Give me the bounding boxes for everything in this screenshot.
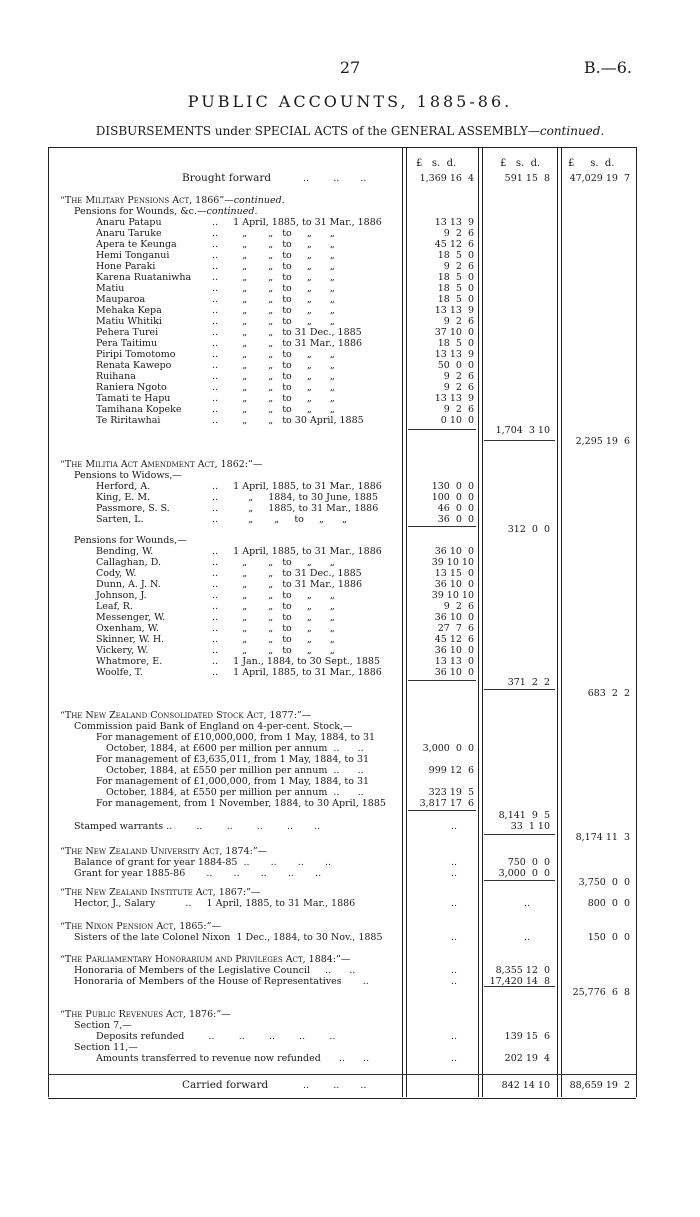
pension-period: .. „ „ to 31 Dec., 1885 — [212, 568, 362, 579]
stock-amount: 3,000 0 0 — [422, 743, 474, 754]
table-subtitle — [0, 124, 700, 138]
stock-line: For management of £10,000,000, from 1 May, 1884, to 31 — [96, 732, 376, 743]
pensioner-name: Sarten, L. — [96, 514, 144, 525]
column-divider — [482, 147, 483, 1097]
pension-amount: 9 2 6 — [443, 404, 474, 415]
dot-leader: .. — [450, 932, 457, 943]
stock-line: For management, from 1 November, 1884, to 30 April, 1885 — [96, 798, 386, 809]
nixon-line: Sisters of the late Colonel Nixon 1 Dec., 1884, to 30 Nov., 1885 — [74, 932, 383, 943]
pension-period: .. „ „ to „ „ — [212, 239, 335, 250]
pension-amount: 18 5 0 — [437, 272, 474, 283]
column-divider — [557, 147, 558, 1097]
pension-period: .. „ „ to „ „ — [212, 634, 335, 645]
stamped-warrants-c2: 33 1 10 — [510, 821, 550, 832]
pension-amount: 18 5 0 — [437, 250, 474, 261]
pension-period: .. „ „ to „ „ — [212, 272, 335, 283]
pensioner-name: King, E. M. — [96, 492, 151, 503]
pension-period: .. „ „ to „ „ — [212, 316, 335, 327]
pension-period: .. „ „ to 31 Mar., 1886 — [212, 579, 363, 590]
pensioner-name: Johnson, J. — [96, 590, 147, 601]
pension-period: .. 1 April, 1885, to 31 Mar., 1886 — [212, 217, 382, 228]
dot-leader: .. — [450, 976, 457, 987]
pension-amount: 9 2 6 — [443, 371, 474, 382]
pension-amount: 27 7 6 — [437, 623, 474, 634]
pension-period: .. „ „ to 31 Dec., 1885 — [212, 327, 362, 338]
pension-period: .. 1 Jan., 1884, to 30 Sept., 1885 — [212, 656, 380, 667]
table-left-border — [48, 147, 49, 1097]
pension-amount: 9 2 6 — [443, 601, 474, 612]
section-heading: “The Militia Act Amendment Act, 1862:”— — [60, 459, 263, 470]
pension-period: .. „ „ to „ „ — [212, 228, 335, 239]
brought-forward-label: Brought forward — [182, 172, 272, 184]
university-line: Grant for year 1885-86 .. .. .. .. .. — [74, 868, 322, 879]
parliament-amount: 17,420 14 8 — [489, 976, 550, 987]
pension-period: .. „ „ to „ „ — [212, 645, 335, 656]
pension-amount: 46 0 0 — [437, 503, 474, 514]
col2-header: £ s. d. — [500, 158, 541, 169]
subtotal-rule — [484, 440, 555, 441]
dot-leader: .. — [450, 1031, 457, 1042]
pension-period: .. „ „ to „ „ — [212, 349, 335, 360]
subtotal-c2: 1,704 3 10 — [495, 425, 550, 436]
brought-forward-c3: 47,029 19 7 — [569, 173, 630, 184]
pensioner-name: Te Riritawhai — [96, 415, 161, 426]
pension-period: .. 1 April, 1885, to 31 Mar., 1886 — [212, 667, 382, 678]
pensioner-name: Apera te Keunga — [96, 239, 177, 250]
pension-amount: 45 12 6 — [434, 239, 474, 250]
pensioner-name: Herford, A. — [96, 481, 151, 492]
subtotal-rule — [408, 810, 476, 811]
pensioner-name: Matiu Whitiki — [96, 316, 162, 327]
pension-amount: 13 13 9 — [434, 305, 474, 316]
column-divider — [561, 147, 562, 1097]
pension-amount: 9 2 6 — [443, 316, 474, 327]
pension-period: .. „ „ to 30 April, 1885 — [212, 415, 364, 426]
pension-amount: 50 0 0 — [437, 360, 474, 371]
pension-period: .. „ „ to „ „ — [212, 360, 335, 371]
parliament-line: Honoraria of Members of the House of Representatives .. — [74, 976, 369, 987]
stock-amount: 323 19 5 — [428, 787, 474, 798]
university-amount: 3,000 0 0 — [498, 868, 550, 879]
pension-period: .. „ „ to „ „ — [212, 557, 335, 568]
pension-amount: 18 5 0 — [437, 294, 474, 305]
subtotal-rule — [484, 880, 555, 881]
pension-period: .. „ „ to 31 Mar., 1886 — [212, 338, 363, 349]
section-heading: “The Nixon Pension Act, 1865:”— — [60, 921, 221, 932]
dot-leader: .. — [523, 932, 530, 943]
subsection-label: Pensions to Widows,— — [74, 470, 182, 481]
section-total-c3: 3,750 0 0 — [578, 877, 630, 888]
subtotal-rule — [484, 834, 555, 835]
pension-amount: 13 13 9 — [434, 393, 474, 404]
pension-amount: 36 10 0 — [434, 645, 474, 656]
subtotal-rule — [408, 429, 476, 430]
pension-period: .. „ „ to „ „ — [212, 283, 335, 294]
revenues-line: Amounts transferred to revenue now refunded .. .. — [96, 1053, 370, 1064]
pension-amount: 37 10 0 — [434, 327, 474, 338]
pensioner-name: Messenger, W. — [96, 612, 166, 623]
dot-leader: .. — [450, 1053, 457, 1064]
pensioner-name: Hone Paraki — [96, 261, 156, 272]
section-total-c3: 2,295 19 6 — [575, 436, 630, 447]
stock-line: October, 1884, at £550 per million per annum .. .. — [106, 787, 364, 798]
section-total-c3: 150 0 0 — [587, 932, 630, 943]
brought-forward-c1: 1,369 16 4 — [419, 173, 474, 184]
pension-amount: 36 10 0 — [434, 579, 474, 590]
stock-line: Commission paid Bank of England on 4-per-cent. Stock,— — [74, 721, 353, 732]
revenues-amount: 139 15 6 — [504, 1031, 550, 1042]
pensioner-name: Woolfe, T. — [96, 667, 143, 678]
institute-line: Hector, J., Salary .. 1 April, 1885, to 31 Mar., 1886 — [74, 898, 356, 909]
pensioner-name: Skinner, W. H. — [96, 634, 165, 645]
section-label: Section 7,— — [74, 1020, 132, 1031]
parliament-amount: 8,355 12 0 — [495, 965, 550, 976]
brought-forward-c2: 591 15 8 — [504, 173, 550, 184]
pension-period: .. „ „ to „ „ — [212, 250, 335, 261]
pension-amount: 36 10 0 — [434, 612, 474, 623]
pensioner-name: Matiu — [96, 283, 125, 294]
parliament-line: Honoraria of Members of the Legislative Council .. .. — [74, 965, 356, 976]
pensioner-name: Tamati te Hapu — [96, 393, 171, 404]
pension-amount: 130 0 0 — [431, 481, 474, 492]
col1-header: £ s. d. — [416, 158, 457, 169]
carried-forward-rule — [48, 1074, 636, 1075]
pensioner-name: Karena Ruataniwha — [96, 272, 192, 283]
pensioner-name: Renata Kawepo — [96, 360, 172, 371]
column-divider — [406, 147, 407, 1097]
university-amount: 750 0 0 — [507, 857, 550, 868]
pensioner-name: Hemi Tonganui — [96, 250, 170, 261]
section-total-c3: 8,174 11 3 — [575, 832, 630, 843]
subtotal-rule — [484, 986, 555, 987]
pension-period: .. 1 April, 1885, to 31 Mar., 1886 — [212, 481, 382, 492]
pension-amount: 13 13 9 — [434, 217, 474, 228]
subtotal-rule — [484, 689, 555, 690]
pension-period: .. „ „ to „ „ — [212, 623, 335, 634]
page-title: PUBLIC ACCOUNTS, 1885-86. — [187, 92, 513, 111]
pension-period: .. „ „ to „ „ — [212, 294, 335, 305]
carried-forward-label: Carried forward — [182, 1079, 269, 1091]
pensioner-name: Ruihana — [96, 371, 136, 382]
subtitle-main: DISBURSEMENTS under SPECIAL ACTS of the GENERAL ASSEMBLY— — [95, 124, 540, 138]
university-line: Balance of grant for year 1884-85 .. .. .. .. — [74, 857, 332, 868]
pension-amount: 39 10 10 — [431, 590, 474, 601]
pensioner-name: Anaru Patapu — [96, 217, 162, 228]
dot-leader: .. — [450, 965, 457, 976]
pension-amount: 39 10 10 — [431, 557, 474, 568]
stock-line: October, 1884, at £600 per million per annum .. .. — [106, 743, 364, 754]
pension-amount: 9 2 6 — [443, 228, 474, 239]
pensioner-name: Mehaka Kepa — [96, 305, 162, 316]
pension-amount: 9 2 6 — [443, 382, 474, 393]
carried-forward-c3: 88,659 19 2 — [569, 1080, 630, 1091]
subtotal-c2: 371 2 2 — [507, 677, 550, 688]
subsection-label: Pensions for Wounds,— — [74, 535, 187, 546]
pension-amount: 13 13 0 — [434, 656, 474, 667]
pensioner-name: Callaghan, D. — [96, 557, 161, 568]
pensioner-name: Vickery, W. — [96, 645, 149, 656]
subtotal-c2: 312 0 0 — [507, 524, 550, 535]
pensioner-name: Whatmore, E. — [96, 656, 163, 667]
pensioner-name: Cody, W. — [96, 568, 137, 579]
pension-amount: 45 12 6 — [434, 634, 474, 645]
pensioner-name: Passmore, S. S. — [96, 503, 170, 514]
pensioner-name: Raniera Ngoto — [96, 382, 167, 393]
pensioner-name: Bending, W. — [96, 546, 154, 557]
section-heading: “The New Zealand University Act, 1874:”— — [60, 846, 268, 857]
pensioner-name: Leaf, R. — [96, 601, 133, 612]
section-heading: “The New Zealand Consolidated Stock Act, 1877:”— — [60, 710, 312, 721]
pension-period: .. „ „ to „ „ — [212, 382, 335, 393]
pension-amount: 9 2 6 — [443, 261, 474, 272]
pensioner-name: Pera Taitimu — [96, 338, 158, 349]
pension-amount: 13 15 0 — [434, 568, 474, 579]
stock-amount: 3,817 17 6 — [419, 798, 474, 809]
section-total-c3: 800 0 0 — [587, 898, 630, 909]
table-right-border — [636, 147, 637, 1097]
page-number: 27 — [339, 58, 361, 77]
pension-period: .. „ „ to „ „ — [212, 371, 335, 382]
section-heading: “The New Zealand Institute Act, 1867:”— — [60, 887, 261, 898]
dot-leader: .. — [450, 868, 457, 879]
pension-amount: 18 5 0 — [437, 283, 474, 294]
pension-period: .. „ „ to „ „ — [212, 590, 335, 601]
subtotal-c2: 8,141 9 5 — [498, 810, 550, 821]
col3-header: £ s. d. — [568, 158, 615, 169]
pensioner-name: Tamihana Kopeke — [96, 404, 182, 415]
pension-period: .. „ „ to „ „ — [212, 261, 335, 272]
pension-period: .. „ „ to „ „ — [212, 393, 335, 404]
pension-amount: 0 10 0 — [440, 415, 474, 426]
dot-leader: .. .. .. — [303, 1080, 367, 1091]
pension-period: .. „ 1885, to 31 Mar., 1886 — [212, 503, 379, 514]
pension-period: .. „ „ to „ „ — [212, 514, 347, 525]
pensioner-name: Piripi Tomotomo — [96, 349, 176, 360]
pensioner-name: Pehera Turei — [96, 327, 159, 338]
pensioner-name: Oxenham, W. — [96, 623, 159, 634]
subtitle-continued: continued. — [539, 124, 605, 138]
pension-period: .. „ „ to „ „ — [212, 601, 335, 612]
pension-period: .. „ „ to „ „ — [212, 612, 335, 623]
revenues-line: Deposits refunded .. .. .. .. .. — [96, 1031, 336, 1042]
section-heading: “The Public Revenues Act, 1876:”— — [60, 1009, 231, 1020]
pension-amount: 36 0 0 — [437, 514, 474, 525]
stock-line: For management of £1,000,000, from 1 May, 1884, to 31 — [96, 776, 370, 787]
dot-leader: .. .. .. — [303, 173, 367, 184]
section-total-c3: 683 2 2 — [587, 688, 630, 699]
pension-period: .. „ 1884, to 30 June, 1885 — [212, 492, 379, 503]
stock-amount: 999 12 6 — [428, 765, 474, 776]
stock-line: October, 1884, at £550 per million per annum .. .. — [106, 765, 364, 776]
pension-amount: 18 5 0 — [437, 338, 474, 349]
subsection-label: Pensions for Wounds, &c.—continued. — [74, 206, 258, 217]
pensioner-name: Mauparoa — [96, 294, 146, 305]
pensioner-name: Anaru Taruke — [96, 228, 162, 239]
pension-period: .. „ „ to „ „ — [212, 305, 335, 316]
stamped-warrants-label: Stamped warrants .. .. .. .. .. .. — [74, 821, 321, 832]
stock-line: For management of £3,635,011, from 1 May, 1884, to 31 — [96, 754, 370, 765]
carried-forward-c2: 842 14 10 — [501, 1080, 550, 1091]
subtotal-rule — [408, 526, 476, 527]
pension-amount: 100 0 0 — [431, 492, 474, 503]
section-total-c3: 25,776 6 8 — [572, 987, 630, 998]
subtotal-rule — [408, 680, 476, 681]
pension-period: .. 1 April, 1885, to 31 Mar., 1886 — [212, 546, 382, 557]
dot-leader: .. — [450, 898, 457, 909]
dot-leader: .. — [450, 857, 457, 868]
dot-leader: .. — [523, 898, 530, 909]
report-reference: B.—6. — [583, 58, 632, 77]
pension-period: .. „ „ to „ „ — [212, 404, 335, 415]
pension-amount: 36 10 0 — [434, 546, 474, 557]
section-heading: “The Military Pensions Act, 1866”—continued. — [60, 195, 285, 206]
section-heading: “The Parliamentary Honorarium and Privileges Act, 1884:”— — [60, 954, 351, 965]
pension-amount: 13 13 9 — [434, 349, 474, 360]
section-label: Section 11,— — [74, 1042, 138, 1053]
revenues-amount: 202 19 4 — [504, 1053, 550, 1064]
pension-amount: 36 10 0 — [434, 667, 474, 678]
dot-leader: .. — [450, 821, 457, 832]
column-divider — [478, 147, 479, 1097]
pensioner-name: Dunn, A. J. N. — [96, 579, 161, 590]
column-divider — [402, 147, 403, 1097]
